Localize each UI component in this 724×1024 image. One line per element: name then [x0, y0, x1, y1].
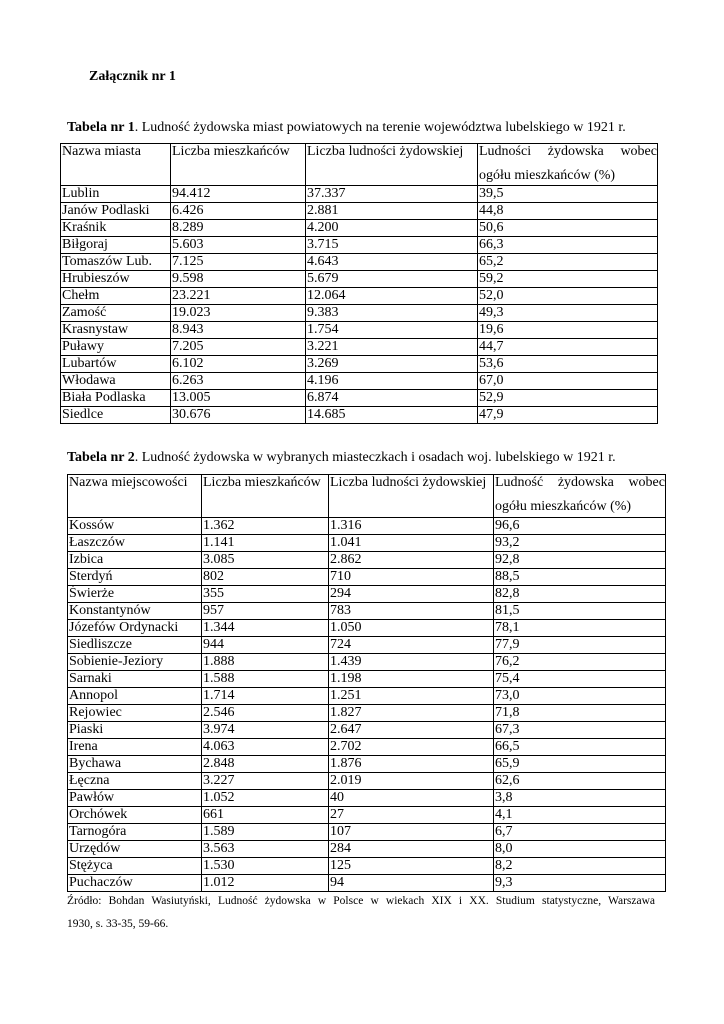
table1-row: [61, 356, 658, 373]
table2-cell: Sarnaki: [68, 671, 202, 688]
table2-caption-text: . Ludność żydowska w wybranych miasteczkach i osadach woj. lubelskiego w 1921 r.: [134, 450, 616, 465]
table2-cell: 76,2: [494, 654, 666, 671]
table1-cell: 6.263: [171, 373, 306, 390]
table2-row: [68, 671, 666, 688]
table2-cell: 3,8: [494, 790, 666, 807]
table2-cell: 125: [329, 858, 494, 875]
table1-cell: 7.125: [171, 254, 306, 271]
table1-cell: 9.598: [171, 271, 306, 288]
table2-cell: Sobienie-Jeziory: [68, 654, 202, 671]
table2-cell: 2.848: [202, 756, 329, 773]
table1-cell: 39,5: [478, 186, 658, 203]
table2-row: [68, 620, 666, 637]
table2-cell: Konstantynów: [68, 603, 202, 620]
table1-cell: 12.064: [306, 288, 478, 305]
table1-header-row: [61, 144, 658, 186]
table1-row: [61, 237, 658, 254]
table2-cell: Stężyca: [68, 858, 202, 875]
table1-caption-label: Tabela nr 1: [67, 120, 135, 135]
table2-cell: 1.050: [329, 620, 494, 637]
table1-cell: 6.426: [171, 203, 306, 220]
table2-cell: 1.876: [329, 756, 494, 773]
table2-cell: Siedliszcze: [68, 637, 202, 654]
table2-cell: Annopol: [68, 688, 202, 705]
table1-cell: 50,6: [478, 220, 658, 237]
table2-cell: 93,2: [494, 535, 666, 552]
table2-cell: 1.589: [202, 824, 329, 841]
table1-row: [61, 305, 658, 322]
table2-cell: 724: [329, 637, 494, 654]
table2-cell: 96,6: [494, 518, 666, 535]
table1-cell: Janów Podlaski: [61, 203, 171, 220]
table2-header-line: ogółu mieszkańców (%): [495, 499, 632, 514]
table1-cell: 8.289: [171, 220, 306, 237]
table2-cell: 9,3: [494, 875, 666, 892]
source-line-2: 1930, s. 33-35, 59-66.: [67, 918, 169, 930]
table2-cell: 65,9: [494, 756, 666, 773]
table2-row: [68, 569, 666, 586]
table2-cell: 75,4: [494, 671, 666, 688]
table2-cell: Orchówek: [68, 807, 202, 824]
table1-cell: Krasnystaw: [61, 322, 171, 339]
table2-cell: 81,5: [494, 603, 666, 620]
table1-row: [61, 271, 658, 288]
table2-cell: Pawłów: [68, 790, 202, 807]
table2-cell: 27: [329, 807, 494, 824]
table1-cell: 52,0: [478, 288, 658, 305]
table2-cell: 8,0: [494, 841, 666, 858]
table1-header-cell: Liczba mieszkańców: [171, 144, 306, 186]
table1-cell: Biała Podlaska: [61, 390, 171, 407]
table2-row: [68, 790, 666, 807]
table2-cell: Irena: [68, 739, 202, 756]
attachment-title: Załącznik nr 1: [89, 69, 176, 84]
table2-cell: 1.012: [202, 875, 329, 892]
table2-cell: 3.085: [202, 552, 329, 569]
table2-header-row: [68, 475, 666, 518]
table2-row: [68, 535, 666, 552]
table1-cell: 6.874: [306, 390, 478, 407]
table2-cell: Świerże: [68, 586, 202, 603]
table2-cell: 4,1: [494, 807, 666, 824]
table1-row: [61, 339, 658, 356]
table1-row: [61, 203, 658, 220]
table2-cell: 3.227: [202, 773, 329, 790]
table2-cell: 1.198: [329, 671, 494, 688]
table1-row: [61, 322, 658, 339]
table2-cell: 1.251: [329, 688, 494, 705]
table1-cell: 49,3: [478, 305, 658, 322]
table2-caption: [67, 450, 616, 466]
table1-cell: Biłgoraj: [61, 237, 171, 254]
table2-cell: 1.141: [202, 535, 329, 552]
table2-header-line: Ludność żydowska wobec: [495, 475, 665, 490]
table2-cell: 78,1: [494, 620, 666, 637]
table2-row: [68, 518, 666, 535]
table1-cell: Puławy: [61, 339, 171, 356]
table1-cell: 44,8: [478, 203, 658, 220]
table2-cell: 8,2: [494, 858, 666, 875]
table2-row: [68, 705, 666, 722]
table2-cell: Józefów Ordynacki: [68, 620, 202, 637]
table1-cell: 4.643: [306, 254, 478, 271]
table1-cell: Chełm: [61, 288, 171, 305]
table1-cell: 3.269: [306, 356, 478, 373]
table1-cell: 8.943: [171, 322, 306, 339]
table2-cell: Sterdyń: [68, 569, 202, 586]
table2-cell: 6,7: [494, 824, 666, 841]
table2-cell: 1.052: [202, 790, 329, 807]
table1-cell: Zamość: [61, 305, 171, 322]
table1-cell: 3.715: [306, 237, 478, 254]
table2-cell: Tarnogóra: [68, 824, 202, 841]
table1-cell: 2.881: [306, 203, 478, 220]
table2-row: [68, 824, 666, 841]
table1-cell: 19.023: [171, 305, 306, 322]
table2-cell: 710: [329, 569, 494, 586]
table1-cell: 67,0: [478, 373, 658, 390]
table1-cell: 47,9: [478, 407, 658, 424]
table1-row: [61, 186, 658, 203]
table2-cell: 40: [329, 790, 494, 807]
table1-header-cell: Nazwa miasta: [61, 144, 171, 186]
table1-cell: 5.603: [171, 237, 306, 254]
table1-row: [61, 373, 658, 390]
table1-caption: [67, 120, 626, 136]
table2-row: [68, 586, 666, 603]
table1-cell: 30.676: [171, 407, 306, 424]
table2-row: [68, 637, 666, 654]
table2-cell: Bychawa: [68, 756, 202, 773]
table2-cell: 1.714: [202, 688, 329, 705]
table2-caption-label: Tabela nr 2: [67, 450, 135, 465]
table2-row: [68, 841, 666, 858]
table2-cell: 92,8: [494, 552, 666, 569]
table1-cell: 19,6: [478, 322, 658, 339]
table2-row: [68, 739, 666, 756]
table1-cell: 37.337: [306, 186, 478, 203]
table2-cell: 4.063: [202, 739, 329, 756]
table1-cell: 53,6: [478, 356, 658, 373]
table1-caption-text: . Ludność żydowska miast powiatowych na terenie województwa lubelskiego w 1921 r.: [134, 120, 626, 135]
table2-cell: 957: [202, 603, 329, 620]
table2-cell: Rejowiec: [68, 705, 202, 722]
table2-cell: 67,3: [494, 722, 666, 739]
table1-cell: 9.383: [306, 305, 478, 322]
table2-cell: Izbica: [68, 552, 202, 569]
table2-cell: 1.344: [202, 620, 329, 637]
table2-row: [68, 552, 666, 569]
table1-row: [61, 254, 658, 271]
table1-header-line: ogółu mieszkańców (%): [479, 168, 616, 183]
table2-row: [68, 773, 666, 790]
table2-cell: 71,8: [494, 705, 666, 722]
table2-cell: 2.647: [329, 722, 494, 739]
table1-cell: 14.685: [306, 407, 478, 424]
table2-cell: 2.019: [329, 773, 494, 790]
table1-cell: Lubartów: [61, 356, 171, 373]
table1-header-cell: [478, 144, 658, 186]
table2-cell: 66,5: [494, 739, 666, 756]
table2-cell: 355: [202, 586, 329, 603]
table2-cell: 62,6: [494, 773, 666, 790]
table1-cell: Kraśnik: [61, 220, 171, 237]
table2-cell: 1.041: [329, 535, 494, 552]
table2-cell: 284: [329, 841, 494, 858]
table2-cell: Kossów: [68, 518, 202, 535]
table2-cell: 944: [202, 637, 329, 654]
table1-cell: 1.754: [306, 322, 478, 339]
table2-row: [68, 722, 666, 739]
table2-cell: 1.588: [202, 671, 329, 688]
table2-cell: 88,5: [494, 569, 666, 586]
table2-cell: 3.563: [202, 841, 329, 858]
table1-cell: 4.200: [306, 220, 478, 237]
table1-cell: Włodawa: [61, 373, 171, 390]
table1-cell: 13.005: [171, 390, 306, 407]
table2-cell: 1.316: [329, 518, 494, 535]
table1-cell: 65,2: [478, 254, 658, 271]
table1-cell: Lublin: [61, 186, 171, 203]
table1-cell: Hrubieszów: [61, 271, 171, 288]
table2-header-cell: [494, 475, 666, 518]
table1-cell: 6.102: [171, 356, 306, 373]
table1-cell: 5.679: [306, 271, 478, 288]
table2-header-cell: Nazwa miejscowości: [68, 475, 202, 518]
table1-cell: 7.205: [171, 339, 306, 356]
table1-cell: 66,3: [478, 237, 658, 254]
table2-cell: 783: [329, 603, 494, 620]
table1-cell: 3.221: [306, 339, 478, 356]
table2-cell: Łęczna: [68, 773, 202, 790]
table2-cell: 94: [329, 875, 494, 892]
table2-cell: 107: [329, 824, 494, 841]
table2-row: [68, 756, 666, 773]
table2-cell: 2.862: [329, 552, 494, 569]
table1-row: [61, 407, 658, 424]
table1-cell: 23.221: [171, 288, 306, 305]
source-note: [67, 890, 655, 936]
table1-row: [61, 390, 658, 407]
table1-cell: 52,9: [478, 390, 658, 407]
table2-cell: 2.546: [202, 705, 329, 722]
table1-cell: 94.412: [171, 186, 306, 203]
table2-cell: Urzędów: [68, 841, 202, 858]
table2-cell: 77,9: [494, 637, 666, 654]
source-line-1: Źródło: Bohdan Wasiutyński, Ludność żydowska w Polsce w wiekach XIX i XX. Studium statystyczne, Warszawa: [67, 895, 655, 907]
table1-cell: 4.196: [306, 373, 478, 390]
table2: [67, 474, 666, 892]
table2-cell: 1.827: [329, 705, 494, 722]
table2-cell: 661: [202, 807, 329, 824]
table2-row: [68, 603, 666, 620]
table1-cell: 59,2: [478, 271, 658, 288]
table2-cell: 1.888: [202, 654, 329, 671]
table1-cell: Tomaszów Lub.: [61, 254, 171, 271]
table2-header-cell: Liczba mieszkańców: [202, 475, 329, 518]
table1-header-cell: Liczba ludności żydowskiej: [306, 144, 478, 186]
table2-header-cell: Liczba ludności żydowskiej: [329, 475, 494, 518]
table2-row: [68, 807, 666, 824]
table2-cell: Piaski: [68, 722, 202, 739]
table1-cell: Siedlce: [61, 407, 171, 424]
table2-cell: 1.439: [329, 654, 494, 671]
table2-cell: 73,0: [494, 688, 666, 705]
table2-row: [68, 858, 666, 875]
table2-cell: Łaszczów: [68, 535, 202, 552]
table2-cell: 294: [329, 586, 494, 603]
table2-cell: 82,8: [494, 586, 666, 603]
table2-cell: Puchaczów: [68, 875, 202, 892]
table2-cell: 802: [202, 569, 329, 586]
table2-row: [68, 654, 666, 671]
table2-cell: 1.362: [202, 518, 329, 535]
table1-row: [61, 220, 658, 237]
table1: [60, 143, 658, 424]
table2-cell: 1.530: [202, 858, 329, 875]
table2-cell: 2.702: [329, 739, 494, 756]
table1-row: [61, 288, 658, 305]
table1-header-line: Ludności żydowska wobec: [479, 144, 657, 159]
table2-cell: 3.974: [202, 722, 329, 739]
table2-row: [68, 688, 666, 705]
table2-row: [68, 875, 666, 892]
table1-cell: 44,7: [478, 339, 658, 356]
